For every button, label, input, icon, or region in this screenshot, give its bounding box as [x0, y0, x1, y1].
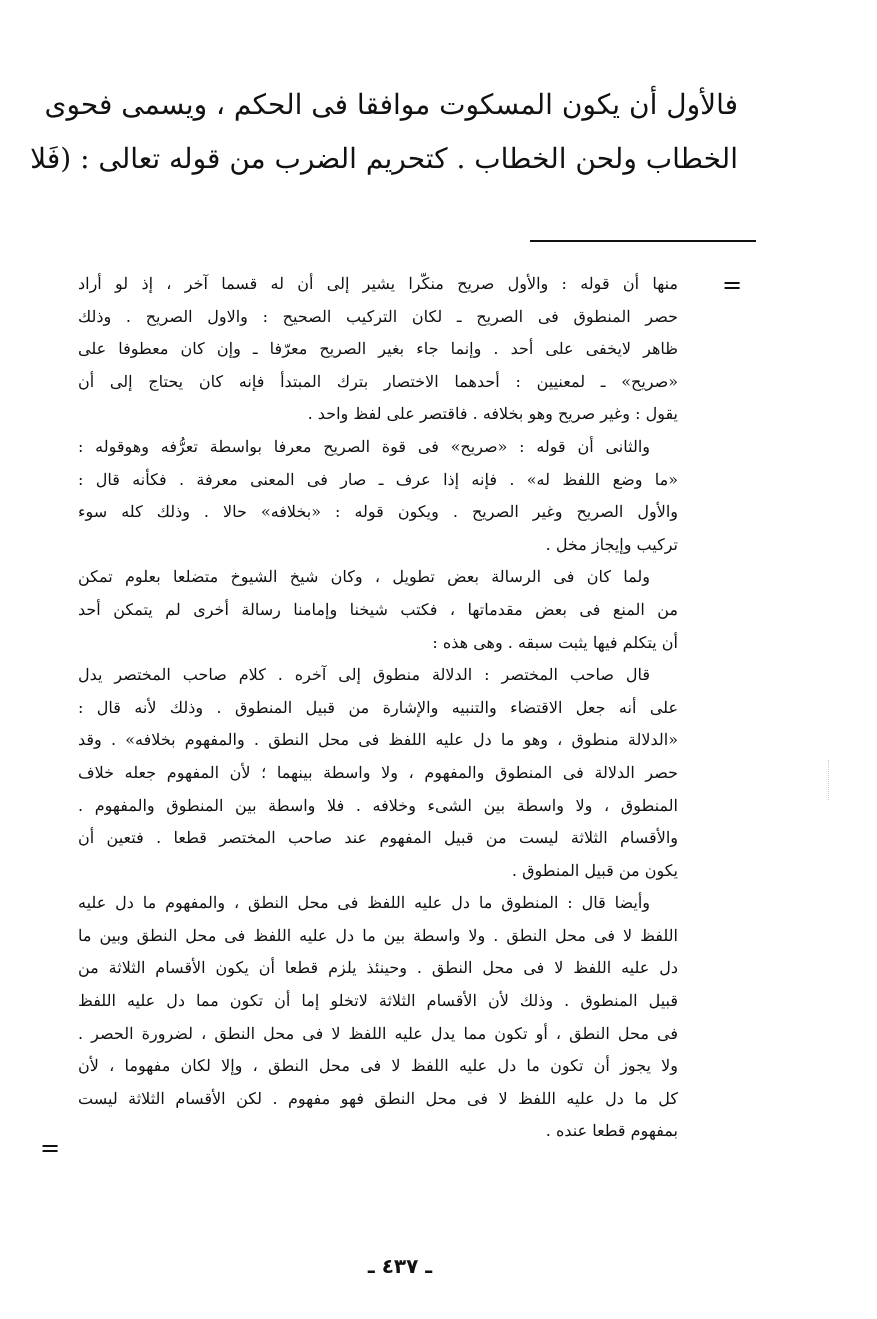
footnote-line: بمفهوم قطعا عنده .	[545, 1121, 678, 1141]
footnote-line: منها أن قوله : والأول صريح منكّرا يشير إلى أن له قسما آخر ، إذ لو أراد	[78, 274, 678, 293]
footnote-line: وأيضا قال : المنطوق ما دل عليه اللفظ فى محل النطق ، والمفهوم ما دل عليه	[78, 893, 650, 913]
footnote-line: اللفظ لا فى محل النطق . ولا واسطة بين ما دل عليه اللفظ فى محل النطق وبين ما	[78, 925, 678, 945]
footnote-line: والثانى أن قوله : «صريح» فى قوة الصريح معرفا بواسطة تعرُّفه وهوقوله :	[78, 436, 650, 456]
main-text	[30, 78, 738, 186]
footnote-line: ولما كان فى الرسالة بعض تطويل ، وكان شيخ الشيوخ متضلعا بعلوم تمكن	[78, 567, 650, 587]
footnote-separator	[530, 240, 756, 242]
main-text-line: الخطاب ولحن الخطاب . كتحريم الضرب من قوله تعالى : (فَلا	[30, 142, 738, 175]
footnote-line: ظاهر لايخفى على أحد . وإنما جاء بغير الصريح معرّفا ـ وإن كان معطوفا على	[78, 339, 678, 359]
footnote-line: المنطوق ، ولا واسطة بين الشىء وخلافه . فلا واسطة بين المنطوق والمفهوم .	[78, 795, 678, 815]
footnote-line: يقول : وغير صريح وهو بخلافه . فاقتصر على لفظ واحد .	[307, 404, 678, 424]
footnote-block	[78, 268, 678, 1148]
footnote-line: «الدلالة منطوق ، وهو ما دل عليه اللفظ فى محل النطق . والمفهوم بخلافه» . وقد	[78, 730, 678, 750]
footnote-line: قبيل المنطوق . وذلك لأن الأقسام الثلاثة لاتخلو إما أن تكون مما دل عليه اللفظ	[78, 991, 678, 1011]
footnote-line: حصر الدلالة فى المنطوق والمفهوم ، ولا واسطة بينهما ؛ لأن المفهوم جعله خلاف	[78, 762, 678, 782]
footnote-line: كل ما دل عليه اللفظ لا فى محل النطق فهو مفهوم . لكن الأقسام الثلاثة ليست	[78, 1088, 678, 1108]
footnote-line: والأقسام الثلاثة ليست من قبيل المفهوم عند صاحب المختصر قطعا . فتعين أن	[78, 828, 678, 848]
footnote-line: «ما وضع اللفظ له» . فإنه إذا عرف ـ صار فى المعنى معرفة . فكأنه قال :	[78, 469, 678, 489]
footnote-line: أن يتكلم فيها يثبت سبقه . وهى هذه :	[432, 632, 678, 652]
main-text-line: فالأول أن يكون المسكوت موافقا فى الحكم ، ويسمى فحوى	[44, 88, 738, 121]
footnote-line: تركيب وإيجاز مخل .	[545, 534, 678, 554]
footnote-line: على أنه جعل الاقتضاء والتنبيه والإشارة من قبيل المنطوق . وذلك لأنه قال :	[78, 697, 678, 717]
footnote-line: حصر المنطوق فى الصريح ـ لكان التركيب الصحيح : والاول الصريح . وذلك	[78, 306, 678, 326]
margin-mark	[828, 760, 829, 800]
page-number: ـ ٤٣٧ ـ	[367, 1254, 433, 1278]
footnote-line: من المنع فى بعض مقدماتها ، فكتب شيخنا وإمامنا رسالة أخرى لم يتمكن أحد	[78, 599, 678, 619]
continuation-marker-top: =	[722, 271, 743, 299]
footnote-line: قال صاحب المختصر : الدلالة منطوق إلى آخره . كلام صاحب المختصر يدل	[78, 665, 650, 685]
footnote-line: فى محل النطق ، أو تكون مما يدل عليه اللفظ لا فى محل النطق ، لضرورة الحصر .	[78, 1023, 678, 1043]
footnote-line: والأول الصريح وغير الصريح . ويكون قوله : «بخلافه» حالا . وذلك كله سوء	[78, 502, 678, 522]
footnote-line: يكون من قبيل المنطوق .	[511, 860, 678, 880]
continuation-marker-bottom: =	[40, 1134, 61, 1162]
footnote-line: ولا يجوز أن تكون ما دل عليه اللفظ لا فى محل النطق ، وإلا لكان مفهوما ، لأن	[78, 1056, 678, 1076]
footnote-line: دل عليه اللفظ لا فى محل النطق . وحينئذ يلزم قطعا أن يكون الأقسام الثلاثة من	[78, 958, 678, 978]
footnote-line: «صريح» ـ لمعنيين : أحدهما الاختصار بترك المبتدأ فإنه كان يحتاج إلى أن	[78, 371, 678, 391]
